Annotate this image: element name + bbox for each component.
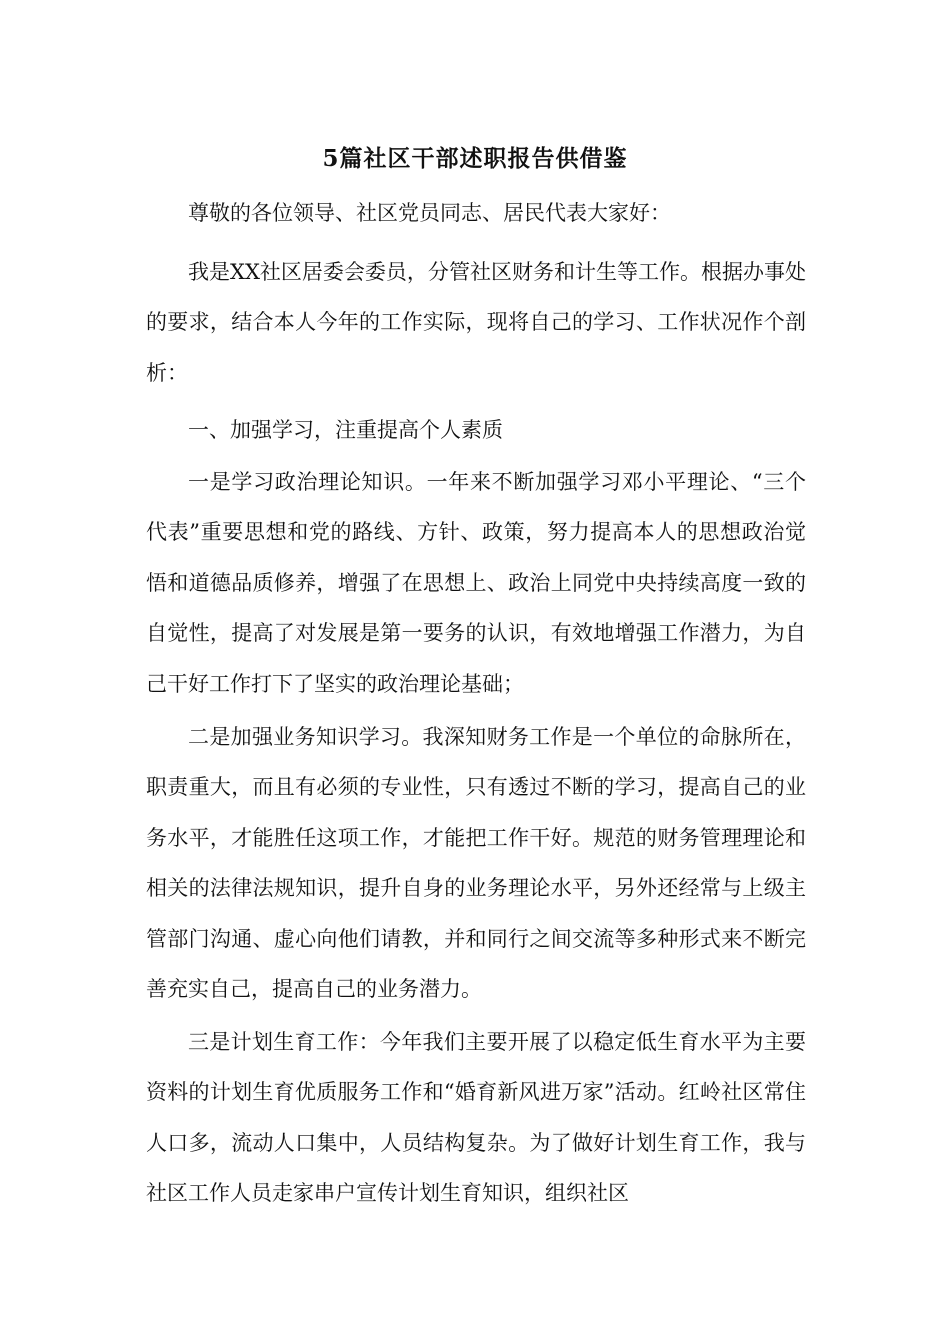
body-paragraph-politics: 一是学习政治理论知识。一年来不断加强学习邓小平理论、“三个代表”重要思想和党的路线、方针、政策，努力提高本人的思想政治觉悟和道德品质修养，增强了在思想上、政治上同党中央持续高度一致的自觉性，提高了对发展是第一要务的认识，有效地增强工作潜力，为自己干好工作打下了坚实的政治理论基础； (146, 470, 806, 696)
document-title: 5篇社区干部述职报告供借鉴 (322, 145, 628, 172)
body-paragraph-business: 二是加强业务知识学习。我深知财务工作是一个单位的命脉所在，职责重大，而且有必须的专业性，只有透过不断的学习，提高自己的业务水平，才能胜任这项工作，才能把工作干好。规范的财务管理理论和相关的法律法规知识，提升自身的业务理论水平，另外还经常与上级主管部门沟通、虚心向他们请教，并和同行之间交流等多种形式来不断完善充实自己，提高自己的业务潜力。 (146, 725, 806, 1002)
intro-paragraph: 我是XX社区居委会委员，分管社区财务和计生等工作。根据办事处的要求，结合本人今年的工作实际，现将自己的学习、工作状况作个剖析： (146, 260, 806, 385)
greeting-paragraph: 尊敬的各位领导、社区党员同志、居民代表大家好： (188, 201, 671, 225)
body-paragraph-family-planning: 三是计划生育工作：今年我们主要开展了以稳定低生育水平为主要资料的计划生育优质服务工作和“婚育新风进万家”活动。红岭社区常住人口多，流动人口集中，人员结构复杂。为了做好计划生育工作，我与社区工作人员走家串户宣传计划生育知识，组织社区 (146, 1030, 806, 1206)
section-heading: 一、加强学习，注重提高个人素质 (188, 418, 503, 442)
